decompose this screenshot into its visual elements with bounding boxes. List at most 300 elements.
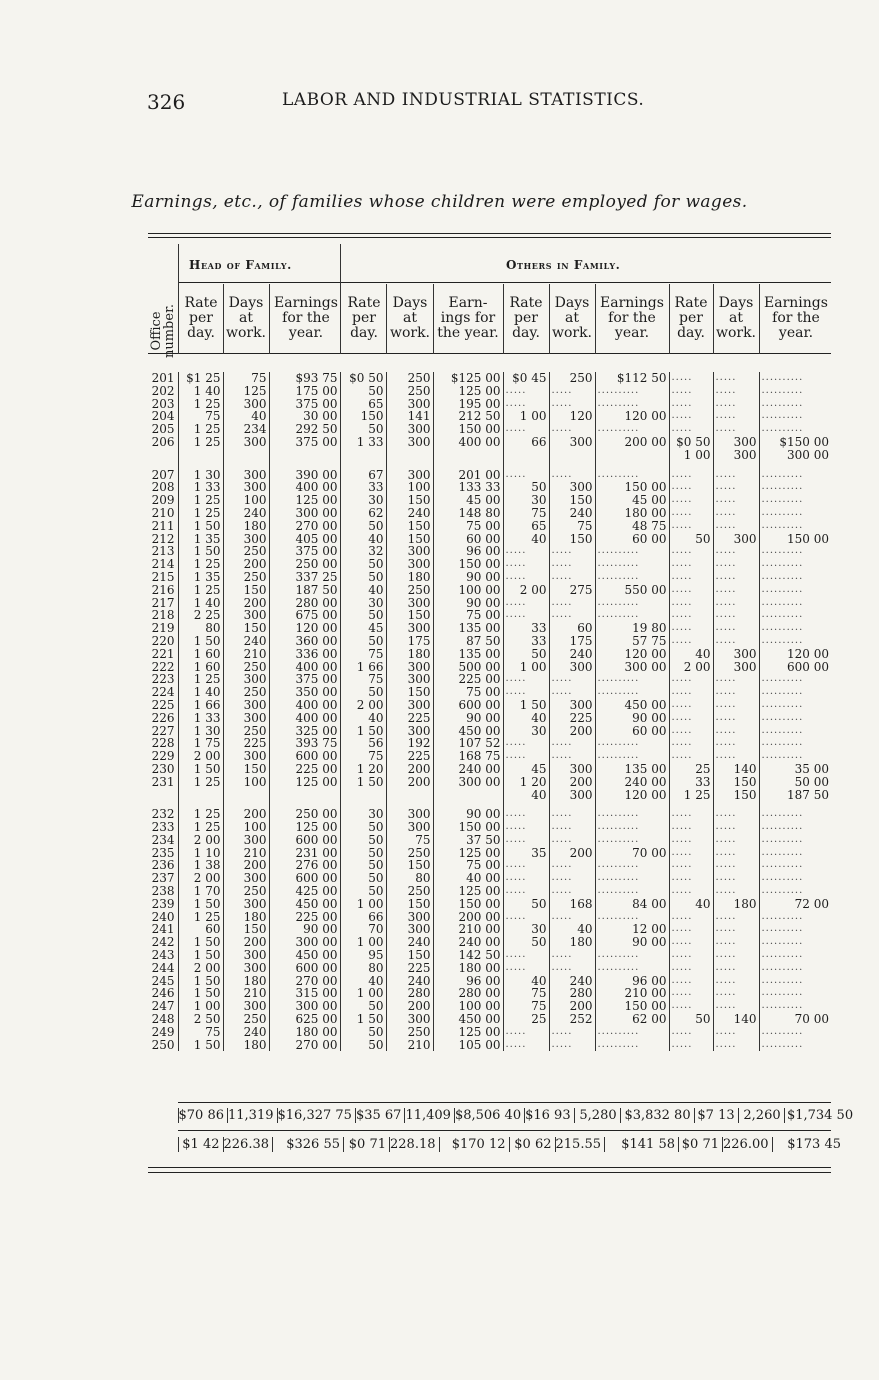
- cell-o1-rate: 70: [340, 923, 386, 936]
- cell-o1-rate: 150: [340, 410, 386, 423]
- cell-head-days: 180: [223, 520, 269, 533]
- cell-o1-rate: 32: [340, 545, 386, 558]
- cell-o2-days: 200: [549, 847, 595, 860]
- header-divider: [340, 244, 341, 354]
- cell-office-number: 227: [151, 724, 175, 738]
- cell-o3-days: .....: [713, 923, 759, 936]
- cell-office-number: 242: [151, 936, 175, 950]
- cell-o3-rate: .....: [669, 949, 713, 962]
- cell-head-days: 240: [223, 507, 269, 520]
- cell-office-number: 213: [151, 545, 175, 559]
- cell-o1-days: 250: [386, 584, 433, 597]
- cell-office-number: [149, 789, 178, 802]
- table-row: [149, 923, 831, 936]
- totals-row: [149, 1108, 856, 1123]
- cell-o2-earnings: 90 00: [595, 936, 669, 949]
- cell-o3-earnings: 120 00: [759, 648, 831, 661]
- cell-head-days: 300: [223, 962, 269, 975]
- cell-o3-rate: .....: [669, 808, 713, 821]
- cell-o1-earnings: 148 80: [433, 507, 503, 520]
- cell-office-number: 226: [151, 711, 175, 725]
- cell-head-earnings: 125 00: [269, 776, 340, 789]
- cell-o3-earnings: ..........: [759, 494, 831, 507]
- header-bottom-rule: [148, 353, 831, 354]
- average-o1-earnings: $170 12: [439, 1137, 509, 1152]
- cell-o2-earnings: 180 00: [595, 507, 669, 520]
- blank-cell: [149, 1137, 178, 1152]
- cell-o3-earnings: ..........: [759, 469, 831, 482]
- cell-o1-days: 180: [386, 571, 433, 584]
- cell-o2-days: .....: [549, 750, 595, 763]
- cell-o1-days: 300: [386, 398, 433, 411]
- cell-o2-days: .....: [549, 469, 595, 482]
- cell-o2-earnings: 48 75: [595, 520, 669, 533]
- cell-o1-earnings: 40 00: [433, 872, 503, 885]
- cell-o2-earnings: ..........: [595, 885, 669, 898]
- cell-o1-earnings: 150 00: [433, 898, 503, 911]
- cell-o3-rate: .....: [669, 885, 713, 898]
- cell-o2-earnings: ..........: [595, 385, 669, 398]
- cell-o1-days: 250: [386, 1026, 433, 1039]
- cell-o3-days: .....: [713, 410, 759, 423]
- cell-office-number: 201: [151, 372, 175, 385]
- cell-o3-rate: .....: [669, 1026, 713, 1039]
- cell-o1-days: 300: [386, 622, 433, 635]
- cell-head-days: 125: [223, 385, 269, 398]
- table-row: [149, 712, 831, 725]
- cell-o3-days: .....: [713, 372, 759, 385]
- cell-office-number: 217: [151, 596, 175, 610]
- cell-o2-rate: .....: [503, 686, 549, 699]
- cell-head-earnings: 450 00: [269, 949, 340, 962]
- cell-o2-earnings: ..........: [595, 398, 669, 411]
- table-row: [149, 686, 831, 699]
- cell-o1-days: 225: [386, 750, 433, 763]
- cell-o1-earnings: 201 00: [433, 469, 503, 482]
- cell-head-days: 300: [223, 436, 269, 449]
- cell-o3-days: 300: [713, 661, 759, 674]
- spacer-cell: [340, 462, 386, 469]
- table-row: [149, 872, 831, 885]
- cell-head-earnings: 400 00: [269, 481, 340, 494]
- cell-head-earnings: 405 00: [269, 533, 340, 546]
- cell-o3-rate: .....: [669, 481, 713, 494]
- cell-office-number: 202: [151, 384, 175, 398]
- cell-office-number: 207: [151, 468, 175, 482]
- cell-o1-days: 150: [386, 533, 433, 546]
- cell-head-rate: 1 40: [178, 385, 223, 398]
- cell-o3-earnings: ..........: [759, 635, 831, 648]
- cell-o3-days: 300: [713, 648, 759, 661]
- cell-head-earnings: 125 00: [269, 821, 340, 834]
- spacer-cell: [549, 801, 595, 808]
- cell-head-rate: 1 60: [178, 648, 223, 661]
- cell-o1-rate: 50: [340, 847, 386, 860]
- cell-o2-rate: .....: [503, 385, 549, 398]
- cell-o3-earnings: ..........: [759, 834, 831, 847]
- cell-o2-earnings: 60 00: [595, 725, 669, 738]
- cell-head-rate: 1 25: [178, 494, 223, 507]
- cell-o2-rate: 40: [503, 975, 549, 988]
- cell-head-rate: 1 25: [178, 398, 223, 411]
- cell-head-rate: 1 30: [178, 469, 223, 482]
- cell-o1-days: [386, 449, 433, 462]
- cell-head-days: 300: [223, 609, 269, 622]
- cell-head-rate: 1 50: [178, 898, 223, 911]
- cell-o3-days: .....: [713, 936, 759, 949]
- cell-o3-days: .....: [713, 1026, 759, 1039]
- cell-head-rate: 1 35: [178, 533, 223, 546]
- cell-o2-rate: 75: [503, 1000, 549, 1013]
- table-row: [149, 1026, 831, 1039]
- cell-head-days: 210: [223, 987, 269, 1000]
- cell-o2-rate: 50: [503, 648, 549, 661]
- cell-o1-earnings: 133 33: [433, 481, 503, 494]
- cell-office-number: 220: [151, 634, 175, 648]
- cell-o2-earnings: ..........: [595, 673, 669, 686]
- cell-o3-days: .....: [713, 558, 759, 571]
- cell-head-earnings: 600 00: [269, 872, 340, 885]
- cell-o2-earnings: 200 00: [595, 436, 669, 449]
- cell-o3-earnings: ..........: [759, 725, 831, 738]
- cell-o2-earnings: 120 00: [595, 648, 669, 661]
- table-row: [149, 481, 831, 494]
- cell-o1-days: 200: [386, 763, 433, 776]
- cell-head-earnings: [269, 789, 340, 802]
- table-row: [149, 847, 831, 860]
- cell-o1-days: 300: [386, 725, 433, 738]
- spacer-cell: [149, 462, 178, 469]
- cell-o1-days: 192: [386, 737, 433, 750]
- cell-o3-days: .....: [713, 398, 759, 411]
- cell-o3-earnings: ..........: [759, 962, 831, 975]
- cell-o3-earnings: ..........: [759, 584, 831, 597]
- cell-head-days: 250: [223, 885, 269, 898]
- cell-o2-rate: .....: [503, 1026, 549, 1039]
- cell-o1-rate: 1 33: [340, 436, 386, 449]
- cell-o3-days: 300: [713, 533, 759, 546]
- cell-head-rate: $1 25: [178, 372, 223, 385]
- cell-head-earnings: [269, 449, 340, 462]
- cell-o1-days: 225: [386, 712, 433, 725]
- table-row: [149, 776, 831, 789]
- cell-o1-days: 300: [386, 558, 433, 571]
- cell-head-rate: 1 25: [178, 584, 223, 597]
- cell-o2-rate: 45: [503, 763, 549, 776]
- average-head-earnings: $326 55: [273, 1137, 344, 1152]
- table-row: [149, 859, 831, 872]
- total-o3-days: 2,260: [738, 1108, 784, 1123]
- cell-head-days: 250: [223, 725, 269, 738]
- cell-head-rate: 1 38: [178, 859, 223, 872]
- cell-o3-days: .....: [713, 987, 759, 1000]
- cell-head-rate: 1 30: [178, 725, 223, 738]
- cell-o1-earnings: 107 52: [433, 737, 503, 750]
- cell-o3-earnings: ..........: [759, 737, 831, 750]
- cell-o2-rate: 50: [503, 898, 549, 911]
- cell-o2-rate: 33: [503, 635, 549, 648]
- cell-o3-rate: .....: [669, 520, 713, 533]
- cell-o2-earnings: ..........: [595, 949, 669, 962]
- spacer-cell: [178, 462, 223, 469]
- spacer-cell: [340, 801, 386, 808]
- table-row: [149, 808, 831, 821]
- table-row: [149, 821, 831, 834]
- cell-o2-rate: .....: [503, 398, 549, 411]
- cell-head-rate: 1 50: [178, 545, 223, 558]
- table-row: [149, 436, 831, 449]
- cell-office-number: 230: [151, 762, 175, 776]
- cell-o1-earnings: 100 00: [433, 584, 503, 597]
- cell-head-days: 100: [223, 494, 269, 507]
- cell-o2-days: .....: [549, 1039, 595, 1052]
- col-o2-earnings: Earnings for the year.: [600, 295, 664, 341]
- cell-head-rate: [178, 789, 223, 802]
- cell-office-number: 245: [151, 974, 175, 988]
- cell-o1-earnings: 135 00: [433, 648, 503, 661]
- cell-o2-earnings: ..........: [595, 1026, 669, 1039]
- cell-o3-days: .....: [713, 808, 759, 821]
- average-o3-days: 226.00: [723, 1137, 773, 1152]
- cell-o1-days: 240: [386, 507, 433, 520]
- table-row: [149, 597, 831, 610]
- cell-o1-days: 300: [386, 699, 433, 712]
- cell-o2-earnings: 90 00: [595, 712, 669, 725]
- cell-o3-days: 300: [713, 449, 759, 462]
- cell-o3-earnings: ..........: [759, 885, 831, 898]
- cell-head-rate: 2 00: [178, 872, 223, 885]
- cell-o1-rate: 1 00: [340, 936, 386, 949]
- cell-o3-rate: .....: [669, 635, 713, 648]
- cell-o2-earnings: 300 00: [595, 661, 669, 674]
- table-row: [149, 533, 831, 546]
- cell-office-number: 250: [151, 1038, 175, 1052]
- cell-o1-days: 141: [386, 410, 433, 423]
- cell-o2-rate: 30: [503, 923, 549, 936]
- cell-o2-rate: .....: [503, 469, 549, 482]
- cell-o3-days: .....: [713, 712, 759, 725]
- header-divider: [269, 284, 270, 354]
- cell-office-number: 229: [151, 750, 175, 763]
- col-o1-days: Days at work.: [389, 295, 431, 341]
- col-o1-rate: Rate per day.: [347, 295, 381, 341]
- cell-head-earnings: 90 00: [269, 923, 340, 936]
- cell-head-days: 200: [223, 936, 269, 949]
- spacer-cell: [713, 801, 759, 808]
- cell-office-number: 222: [151, 660, 175, 674]
- cell-head-earnings: 231 00: [269, 847, 340, 860]
- table-row: [149, 750, 831, 763]
- spacer-cell: [149, 801, 178, 808]
- table-row: [149, 673, 831, 686]
- cell-o2-days: .....: [549, 962, 595, 975]
- cell-o2-days: .....: [549, 1026, 595, 1039]
- cell-o1-days: 300: [386, 673, 433, 686]
- cell-o3-rate: .....: [669, 975, 713, 988]
- cell-o3-earnings: 187 50: [759, 789, 831, 802]
- spacer-cell: [669, 462, 713, 469]
- cell-o2-rate: 65: [503, 520, 549, 533]
- cell-o2-rate: $0 45: [503, 372, 549, 385]
- cell-o1-earnings: [433, 789, 503, 802]
- cell-o2-earnings: 210 00: [595, 987, 669, 1000]
- table-row: [149, 398, 831, 411]
- header-divider: [178, 244, 179, 354]
- cell-office-number: 249: [151, 1025, 175, 1039]
- cell-o3-rate: .....: [669, 571, 713, 584]
- cell-o2-rate: 1 00: [503, 410, 549, 423]
- cell-head-rate: 1 25: [178, 911, 223, 924]
- cell-o2-days: 150: [549, 494, 595, 507]
- table-row: [149, 545, 831, 558]
- cell-o1-days: 100: [386, 481, 433, 494]
- cell-o1-days: 300: [386, 911, 433, 924]
- cell-head-days: 300: [223, 481, 269, 494]
- cell-o1-rate: 30: [340, 597, 386, 610]
- cell-o2-earnings: 70 00: [595, 847, 669, 860]
- total-o3-rate: $7 13: [694, 1108, 738, 1123]
- cell-o3-rate: 50: [669, 533, 713, 546]
- cell-o2-earnings: $112 50: [595, 372, 669, 385]
- cell-head-earnings: 375 00: [269, 398, 340, 411]
- cell-o3-earnings: $150 00: [759, 436, 831, 449]
- table-row: [149, 622, 831, 635]
- cell-o3-earnings: ..........: [759, 673, 831, 686]
- table-row: [149, 898, 831, 911]
- header-divider: [549, 284, 550, 354]
- cell-o1-earnings: 75 00: [433, 686, 503, 699]
- total-o3-earnings: $1,734 50: [784, 1108, 856, 1123]
- cell-head-rate: 1 33: [178, 481, 223, 494]
- cell-o3-rate: 1 25: [669, 789, 713, 802]
- cell-o1-rate: 1 50: [340, 725, 386, 738]
- cell-head-days: 150: [223, 923, 269, 936]
- cell-o3-earnings: ..........: [759, 372, 831, 385]
- cell-office-number: 216: [151, 583, 175, 597]
- cell-o1-earnings: 125 00: [433, 885, 503, 898]
- header-divider: [223, 284, 224, 354]
- cell-o2-earnings: ..........: [595, 872, 669, 885]
- cell-o3-rate: .....: [669, 597, 713, 610]
- cell-o2-days: 240: [549, 507, 595, 520]
- cell-o1-days: 300: [386, 1013, 433, 1026]
- cell-o2-rate: 75: [503, 987, 549, 1000]
- cell-office-number: 215: [151, 570, 175, 584]
- table-row: [149, 763, 831, 776]
- cell-o1-earnings: 125 00: [433, 385, 503, 398]
- cell-o1-days: 300: [386, 469, 433, 482]
- cell-o2-earnings: 84 00: [595, 898, 669, 911]
- cell-o1-days: 300: [386, 808, 433, 821]
- table-row: [149, 609, 831, 622]
- table-row: [149, 648, 831, 661]
- cell-o2-rate: .....: [503, 885, 549, 898]
- cell-head-rate: 1 40: [178, 597, 223, 610]
- cell-o2-rate: [503, 449, 549, 462]
- cell-o2-earnings: 120 00: [595, 789, 669, 802]
- cell-o1-earnings: 150 00: [433, 558, 503, 571]
- cell-o2-days: 240: [549, 648, 595, 661]
- cell-office-number: 212: [151, 532, 175, 546]
- cell-o3-rate: .....: [669, 821, 713, 834]
- cell-o1-rate: 1 50: [340, 776, 386, 789]
- cell-o1-earnings: 96 00: [433, 975, 503, 988]
- cell-head-days: 225: [223, 737, 269, 750]
- cell-o3-rate: .....: [669, 923, 713, 936]
- cell-office-number: 204: [151, 410, 175, 424]
- cell-head-days: 300: [223, 469, 269, 482]
- col-o3-days: Days at work.: [715, 295, 757, 341]
- total-head-earnings: $16,327 75: [277, 1108, 355, 1123]
- cell-head-rate: 1 40: [178, 686, 223, 699]
- cell-o3-earnings: 70 00: [759, 1013, 831, 1026]
- cell-head-days: 180: [223, 911, 269, 924]
- cell-o1-days: [386, 789, 433, 802]
- averages-row: [149, 1137, 844, 1152]
- cell-o1-days: 240: [386, 975, 433, 988]
- average-o3-rate: $0 71: [679, 1137, 723, 1152]
- cell-o3-days: .....: [713, 597, 759, 610]
- cell-o2-earnings: 120 00: [595, 410, 669, 423]
- cell-o2-days: .....: [549, 737, 595, 750]
- total-o1-rate: $35 67: [355, 1108, 405, 1123]
- cell-head-earnings: 292 50: [269, 423, 340, 436]
- cell-head-rate: 1 33: [178, 712, 223, 725]
- col-o3-earnings: Earnings for the year.: [764, 295, 828, 341]
- cell-o1-rate: 80: [340, 962, 386, 975]
- cell-head-earnings: 400 00: [269, 712, 340, 725]
- cell-office-number: 247: [151, 1000, 175, 1014]
- cell-head-earnings: 325 00: [269, 725, 340, 738]
- spacer-cell: [549, 462, 595, 469]
- cell-head-earnings: 225 00: [269, 911, 340, 924]
- cell-o3-days: .....: [713, 885, 759, 898]
- cell-o3-days: .....: [713, 469, 759, 482]
- cell-o2-days: .....: [549, 673, 595, 686]
- cell-head-earnings: 450 00: [269, 898, 340, 911]
- table-row: [149, 385, 831, 398]
- cell-o1-earnings: 105 00: [433, 1039, 503, 1052]
- cell-head-rate: 1 70: [178, 885, 223, 898]
- cell-o1-earnings: 75 00: [433, 609, 503, 622]
- cell-o3-earnings: ..........: [759, 597, 831, 610]
- spacer-cell: [223, 801, 269, 808]
- cell-o1-earnings: 450 00: [433, 725, 503, 738]
- cell-o1-rate: 1 00: [340, 987, 386, 1000]
- table-row: [149, 949, 831, 962]
- cell-o3-earnings: ..........: [759, 936, 831, 949]
- cell-o2-earnings: ..........: [595, 834, 669, 847]
- cell-head-earnings: 270 00: [269, 520, 340, 533]
- cell-head-rate: 80: [178, 622, 223, 635]
- cell-o2-rate: 75: [503, 507, 549, 520]
- cell-head-earnings: 350 00: [269, 686, 340, 699]
- cell-office-number: 241: [151, 923, 175, 937]
- cell-head-days: 75: [223, 372, 269, 385]
- group-rule: [178, 282, 340, 283]
- cell-o1-rate: 50: [340, 385, 386, 398]
- cell-o3-days: 300: [713, 436, 759, 449]
- cell-o1-earnings: 150 00: [433, 821, 503, 834]
- cell-o2-days: .....: [549, 949, 595, 962]
- cell-office-number: 208: [151, 481, 175, 495]
- cell-o3-earnings: ..........: [759, 975, 831, 988]
- cell-o1-rate: 50: [340, 1039, 386, 1052]
- cell-o2-days: 250: [549, 372, 595, 385]
- cell-head-days: 40: [223, 410, 269, 423]
- cell-office-number: 211: [151, 519, 175, 533]
- cell-head-earnings: $93 75: [269, 372, 340, 385]
